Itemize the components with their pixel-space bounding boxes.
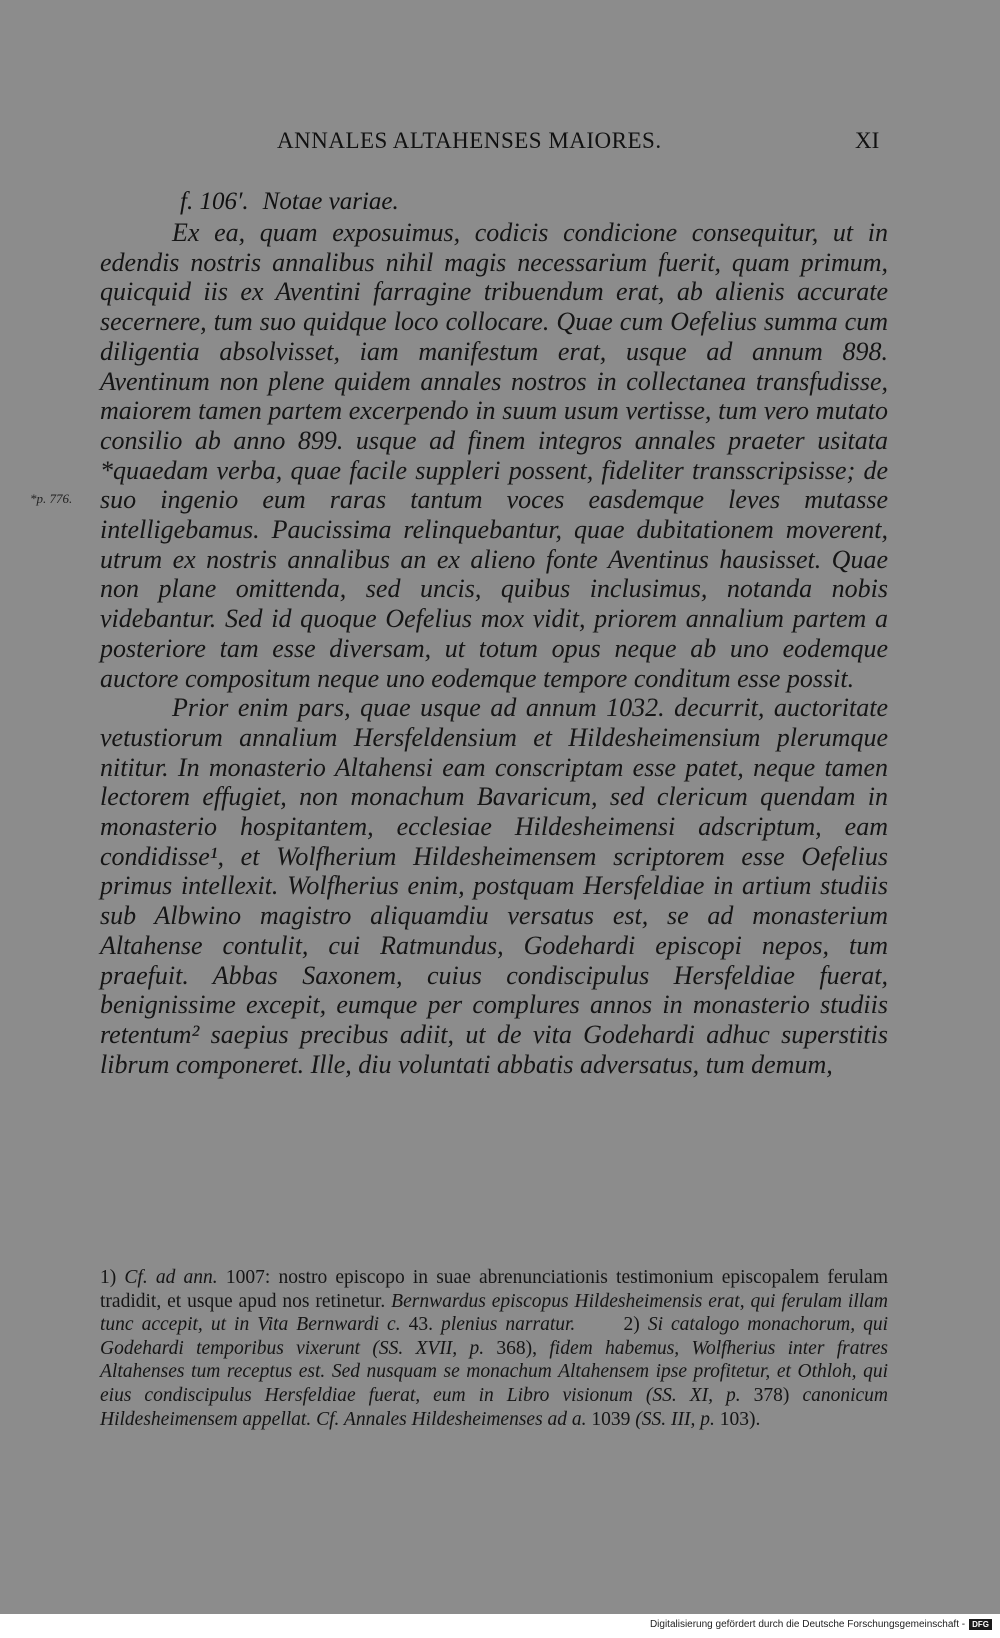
footnote-1-text: nostro episcopo in suae abrenunciationis testimonium episcopalem ferulam tradidit, et usque apud nos retinetur. bbox=[100, 1267, 888, 1312]
dfg-logo-icon: DFG bbox=[969, 1619, 992, 1630]
footnote-2-page-3: 103). bbox=[719, 1408, 761, 1430]
footnote-2-number: 2) bbox=[623, 1314, 640, 1336]
marginal-page-note: *p. 776. bbox=[30, 491, 73, 506]
section-title: Notae variae. bbox=[262, 188, 399, 215]
running-header-title: ANNALES ALTAHENSES MAIORES. bbox=[277, 128, 662, 153]
footnote-1-end: plenius narratur. bbox=[441, 1314, 576, 1336]
footnote-1-number: 1) bbox=[100, 1267, 117, 1288]
footnote-2-text-d: (SS. III, p. bbox=[635, 1408, 715, 1430]
footnote-1-italic: Bernwardus episcopus Hildesheimensis erat, qui ferulam illam tunc accepit, ut in Vita Bernwardi c. bbox=[100, 1290, 889, 1336]
credit-text: Digitalisierung gefördert durch die Deutsche Forschungsgemeinschaft - bbox=[649, 1619, 966, 1630]
footnote-2-page-2: 378) bbox=[753, 1384, 790, 1406]
footnote-2-text-a: Si catalogo monachorum, qui Godehardi temporibus vixerunt (SS. XVII, p. bbox=[100, 1314, 889, 1359]
footnote-2-text-b: fidem habemus, Wolfherius inter fratres Altahenses tum receptus est. Sed nusquam se monachum Altahensem ipse profitetur, et Othloh, qui eius condiscipulus Hersfeldiae fuerat, eum in Libro visionum (SS. XI, p. bbox=[100, 1337, 888, 1406]
footnote-1-year: 1007: bbox=[225, 1267, 271, 1288]
footnote-2-year: 1039 bbox=[591, 1408, 631, 1430]
footnote-2-page-1: 368), bbox=[496, 1337, 538, 1359]
body-text bbox=[100, 218, 888, 1079]
page-number: XI bbox=[855, 128, 880, 153]
footnote-block bbox=[100, 1266, 888, 1431]
paragraph-2: Prior enim pars, quae usque ad annum 1032. decurrit, auctoritate vetustiorum annalium Hersfeldensium et Hildesheimensium plerumque nititur. In monasterio Altahensi eam conscriptam esse patet, neque tamen lectorem effugiet, non monachum Bavaricum, sed clericum quendam in monasterio hospitantem, ecclesiae Hildesheimensi adscriptum, eam condidisse¹, et Wolfherium Hildesheimensem scriptorem esse Oefelius primus intellexit. Wolfherius enim, postquam Hersfeldiae in artium studiis sub Albwino magistro aliquamdiu versatus est, se ad monasterium Altahense contulit, cui Ratmundus, Godehardi episcopi nepos, tum praefuit. Abbas Saxonem, cuius condiscipulus Hersfeldiae fuerat, benignissime excepit, eumque per complures annos in monasterio studiis retentum² saepius precibus adiit, ut de vita Godehardi adhuc superstitis librum componeret. Ille, diu voluntati abbatis adversatus, tum demum, bbox=[100, 693, 888, 1079]
footnote-1-cf: Cf. ad ann. bbox=[124, 1267, 218, 1288]
folio-reference: f. 106′. bbox=[180, 188, 249, 215]
footnote-1-chapter: 43. bbox=[408, 1314, 433, 1336]
section-heading bbox=[180, 188, 399, 216]
footnote-2-text-c: canonicum Hildesheimensem appellat. Cf. Annales Hildesheimenses ad a. bbox=[100, 1384, 888, 1430]
footnotes bbox=[100, 1266, 888, 1431]
paragraph-1: Ex ea, quam exposuimus, codicis condicione consequitur, ut in edendis nostris annalibus nihil magis necessarium fuerit, quam primum, quicquid iis ex Aventini farragine tribuendum erat, ab alienis accurate secernere, tum suo quidque loco collocare. Quae cum Oefelius summa cum diligentia absolvisset, iam manifestum erat, usque ad annum 898. Aventinum non plene quidem annales nostros in collectanea transfudisse, maiorem tamen partem excerpendo in suum usum vertisse, tum vero mutato consilio ab anno 899. usque ad finem integros annales praeter usitata *quaedam verba, quae facile suppleri possent, fideliter transscripsisse; de suo ingenio eum raras tantum voces easdemque leves mutasse intelligebamus. Paucissima relinquebantur, quae dubitationem moverent, utrum ex nostris annalibus an ex alieno fonte Aventinus hausisset. Quae non plane omittenda, sed uncis, quibus inclusimus, notanda nobis videbantur. Sed id quoque Oefelius mox vidit, priorem annalium partem a posteriore tam esse diversam, ut totum opus neque ab uno eodemque auctore compositum neque uno eodemque tempore conditum esse possit. bbox=[100, 218, 888, 693]
digitization-credit bbox=[650, 1619, 992, 1630]
